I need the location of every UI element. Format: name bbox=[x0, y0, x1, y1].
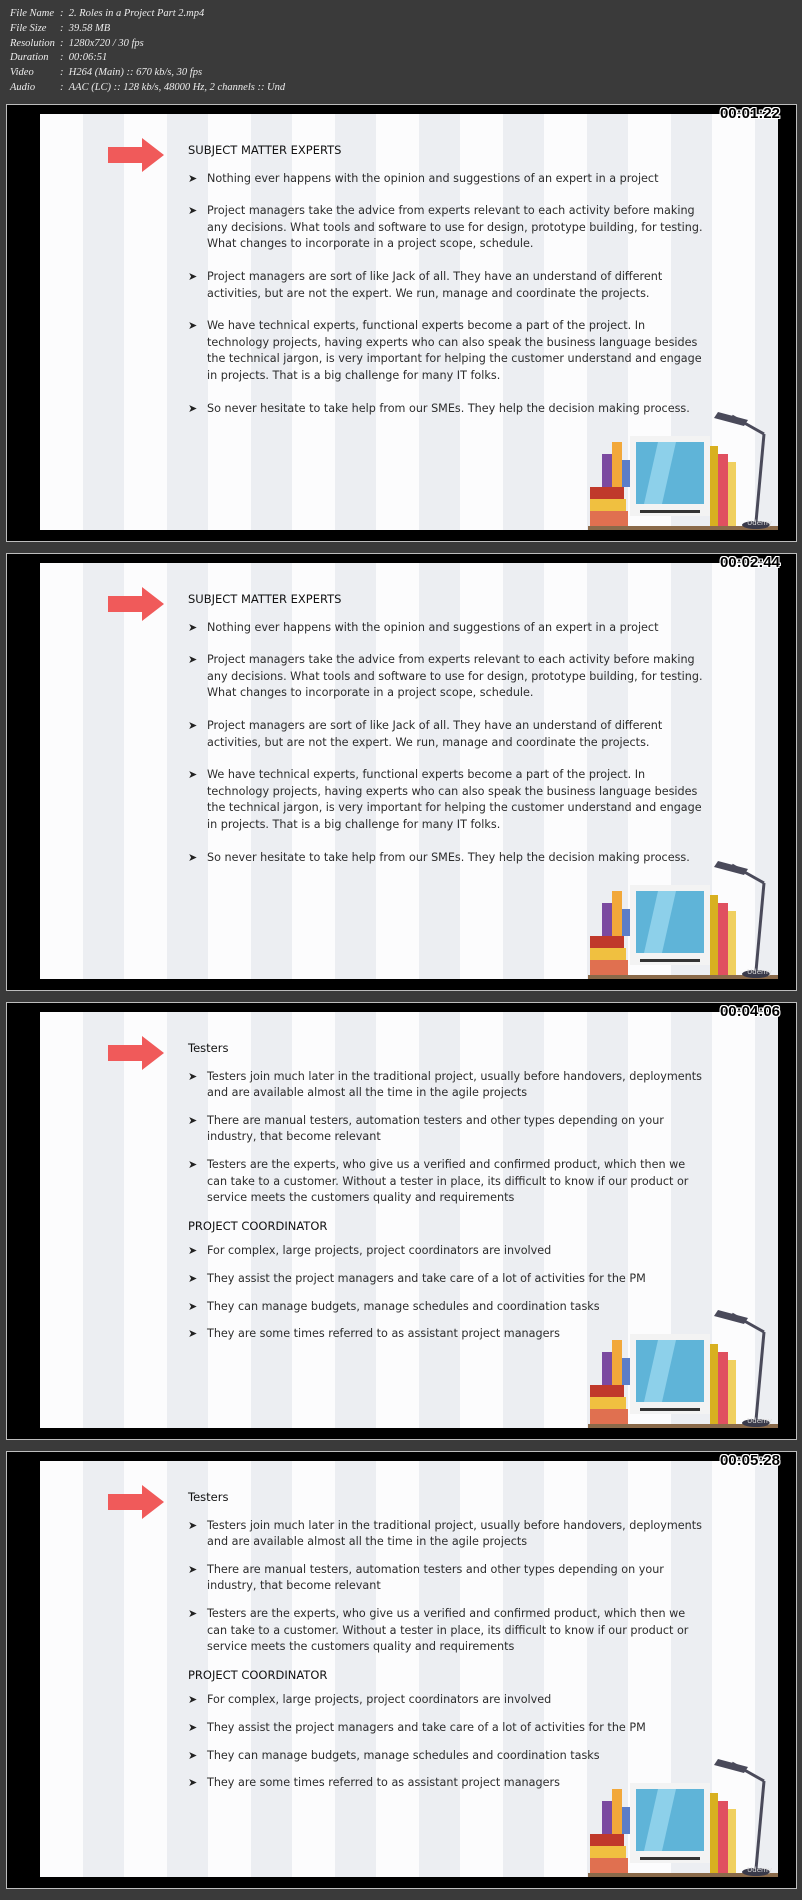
file-info-value: H264 (Main) :: 670 kb/s, 30 fps bbox=[68, 67, 203, 79]
bullet-text: They can manage budgets, manage schedules and coordination tasks bbox=[207, 1748, 600, 1762]
bullet-arrow-icon: ➤ bbox=[188, 1157, 198, 1171]
bullet-arrow-icon: ➤ bbox=[188, 1113, 198, 1127]
file-info-key: Resolution bbox=[10, 37, 55, 49]
file-info-row bbox=[10, 37, 285, 52]
bullet-item bbox=[188, 1518, 703, 1551]
bullet-arrow-icon: ➤ bbox=[188, 171, 198, 185]
bullet-arrow-icon: ➤ bbox=[188, 850, 198, 864]
slide bbox=[40, 1012, 778, 1428]
bullet-arrow-icon: ➤ bbox=[188, 1518, 198, 1532]
bullet-arrow-icon: ➤ bbox=[188, 1271, 198, 1285]
udemy-logo: Udemy bbox=[747, 1866, 772, 1874]
bullet-text: There are manual testers, automation testers and other types depending on your industry, that become relevant bbox=[207, 1113, 664, 1144]
red-arrow-icon bbox=[108, 138, 164, 172]
bullet-text: So never hesitate to take help from our SMEs. They help the decision making process. bbox=[207, 850, 690, 864]
bullet-item bbox=[188, 1562, 703, 1595]
timestamp: 00:02:44 bbox=[719, 554, 780, 571]
bullet-arrow-icon: ➤ bbox=[188, 401, 198, 415]
bullet-arrow-icon: ➤ bbox=[188, 1693, 198, 1707]
video-frame bbox=[6, 1002, 797, 1440]
bullet-text: Project managers take the advice from experts relevant to each activity before making any decisions. What tools and software to use for design, prototype building, for testing. What changes to incorporate in a project scope, schedule. bbox=[207, 204, 703, 251]
bullet-item bbox=[188, 652, 703, 702]
file-info-row bbox=[10, 22, 285, 37]
bullet-item bbox=[188, 718, 703, 751]
bullet-text: They are some times referred to as assistant project managers bbox=[207, 1776, 560, 1790]
file-info-row bbox=[10, 7, 285, 22]
bullet-text: For complex, large projects, project coordinators are involved bbox=[207, 1693, 552, 1707]
bullet-text: Testers join much later in the traditional project, usually before handovers, deployments and are available almost all the time in the agile projects bbox=[207, 1518, 702, 1549]
bullet-text: Project managers are sort of like Jack of all. They have an understand of different activities, but are not the expert. We run, manage and coordinate the projects. bbox=[207, 718, 663, 749]
file-info-key: File Name bbox=[10, 8, 55, 19]
file-info-key: Duration bbox=[10, 52, 49, 64]
bullet-arrow-icon: ➤ bbox=[188, 1748, 198, 1762]
file-info-value: 00:06:51 bbox=[68, 52, 108, 64]
slide-content bbox=[188, 142, 703, 433]
slide-title: Testers bbox=[188, 1490, 229, 1504]
udemy-logo: Udemy bbox=[747, 968, 772, 976]
file-info-separator: : bbox=[60, 8, 69, 19]
slide-content bbox=[188, 1489, 703, 1803]
bullet-text: Project managers take the advice from experts relevant to each activity before making any decisions. What tools and software to use for design, prototype building, for testing. What changes to incorporate in a project scope, schedule. bbox=[207, 653, 703, 700]
bullet-item bbox=[188, 620, 703, 637]
slide-title: SUBJECT MATTER EXPERTS bbox=[188, 143, 342, 157]
timestamp: 00:04:06 bbox=[719, 1003, 780, 1020]
slide-title: Testers bbox=[188, 1041, 229, 1055]
bullet-arrow-icon: ➤ bbox=[188, 620, 198, 634]
bullet-item bbox=[188, 1720, 703, 1737]
file-info-separator: : bbox=[60, 52, 69, 64]
bullet-arrow-icon: ➤ bbox=[188, 718, 198, 732]
udemy-logo: Udemy bbox=[747, 1417, 772, 1425]
file-info-panel bbox=[10, 7, 285, 96]
bullet-text: We have technical experts, functional experts become a part of the project. In technology projects, having experts who can also speak the business language besides the technical jargon, is very important for helping the customer understand and engage in projects. That is a big challenge for many IT folks. bbox=[207, 768, 702, 831]
bullet-arrow-icon: ➤ bbox=[188, 269, 198, 283]
slide bbox=[40, 563, 778, 979]
bullet-item bbox=[188, 1243, 703, 1260]
timestamp: 00:01:22 bbox=[719, 105, 780, 122]
bullet-text: There are manual testers, automation testers and other types depending on your industry, that become relevant bbox=[207, 1562, 664, 1593]
bullet-text: Project managers are sort of like Jack of all. They have an understand of different activities, but are not the expert. We run, manage and coordinate the projects. bbox=[207, 269, 663, 300]
books-lamp-illustration bbox=[588, 861, 778, 979]
slide-content bbox=[188, 591, 703, 882]
video-frame bbox=[6, 104, 797, 542]
books-lamp-illustration bbox=[588, 1310, 778, 1428]
bullet-arrow-icon: ➤ bbox=[188, 1327, 198, 1341]
bullet-text: They assist the project managers and take care of a lot of activities for the PM bbox=[207, 1720, 646, 1734]
bullet-item bbox=[188, 269, 703, 302]
video-frame bbox=[6, 1451, 797, 1889]
bullet-arrow-icon: ➤ bbox=[188, 1069, 198, 1083]
file-info-separator: : bbox=[60, 37, 69, 49]
file-info-separator: : bbox=[60, 67, 69, 79]
bullet-arrow-icon: ➤ bbox=[188, 319, 198, 333]
file-info-separator: : bbox=[60, 22, 69, 34]
file-info-row bbox=[10, 51, 285, 66]
bullet-arrow-icon: ➤ bbox=[188, 1562, 198, 1576]
bullet-text: They are some times referred to as assistant project managers bbox=[207, 1327, 560, 1341]
file-info-key: Audio bbox=[10, 81, 36, 93]
bullet-text: For complex, large projects, project coordinators are involved bbox=[207, 1244, 552, 1258]
file-info-separator: : bbox=[60, 81, 69, 93]
bullet-arrow-icon: ➤ bbox=[188, 1720, 198, 1734]
bullet-text: Testers join much later in the traditional project, usually before handovers, deployments and are available almost all the time in the agile projects bbox=[207, 1069, 702, 1100]
timestamp: 00:05:28 bbox=[719, 1452, 780, 1469]
bullet-arrow-icon: ➤ bbox=[188, 204, 198, 218]
bullet-arrow-icon: ➤ bbox=[188, 1244, 198, 1258]
red-arrow-icon bbox=[108, 1036, 164, 1070]
bullet-item bbox=[188, 1113, 703, 1146]
bullet-arrow-icon: ➤ bbox=[188, 1299, 198, 1313]
udemy-logo: Udemy bbox=[747, 519, 772, 527]
bullet-item bbox=[188, 171, 703, 188]
file-info-key: File Size bbox=[10, 22, 47, 34]
bullet-text: Testers are the experts, who give us a verified and confirmed product, which then we can take to a customer. Without a tester in place, its difficult to know if our product or service meets the customers quality and requirements bbox=[207, 1157, 689, 1205]
bullet-item bbox=[188, 767, 703, 833]
bullet-item bbox=[188, 203, 703, 253]
slide bbox=[40, 114, 778, 530]
file-info-value: 1280x720 / 30 fps bbox=[68, 37, 144, 49]
bullet-text: Nothing ever happens with the opinion and suggestions of an expert in a project bbox=[207, 171, 659, 185]
bullet-text: So never hesitate to take help from our SMEs. They help the decision making process. bbox=[207, 401, 690, 415]
bullet-item bbox=[188, 1157, 703, 1207]
bullet-text: Nothing ever happens with the opinion and suggestions of an expert in a project bbox=[207, 620, 659, 634]
slide-subheading: PROJECT COORDINATOR bbox=[188, 1218, 328, 1233]
file-info-key: Video bbox=[10, 67, 34, 79]
bullet-text: They can manage budgets, manage schedules and coordination tasks bbox=[207, 1299, 600, 1313]
video-frame bbox=[6, 553, 797, 991]
bullet-text: They assist the project managers and take care of a lot of activities for the PM bbox=[207, 1271, 646, 1285]
file-info-row bbox=[10, 81, 285, 96]
bullet-item bbox=[188, 1606, 703, 1656]
file-info-row bbox=[10, 66, 285, 81]
bullet-item bbox=[188, 1271, 703, 1288]
bullet-item bbox=[188, 1069, 703, 1102]
slide-subheading: PROJECT COORDINATOR bbox=[188, 1667, 328, 1682]
bullet-text: Testers are the experts, who give us a verified and confirmed product, which then we can take to a customer. Without a tester in place, its difficult to know if our product or service meets the customers quality and requirements bbox=[207, 1606, 689, 1654]
red-arrow-icon bbox=[108, 1485, 164, 1519]
books-lamp-illustration bbox=[588, 1759, 778, 1877]
file-info-value: AAC (LC) :: 128 kb/s, 48000 Hz, 2 channels :: Und bbox=[68, 81, 286, 93]
red-arrow-icon bbox=[108, 587, 164, 621]
slide-title: SUBJECT MATTER EXPERTS bbox=[188, 592, 342, 606]
file-info-value: 39.58 MB bbox=[68, 22, 111, 34]
slide-content bbox=[188, 1040, 703, 1354]
file-info-value: 2. Roles in a Project Part 2.mp4 bbox=[68, 8, 205, 19]
books-lamp-illustration bbox=[588, 412, 778, 530]
bullet-arrow-icon: ➤ bbox=[188, 653, 198, 667]
bullet-item bbox=[188, 1692, 703, 1709]
bullet-item bbox=[188, 318, 703, 384]
bullet-arrow-icon: ➤ bbox=[188, 1606, 198, 1620]
bullet-text: We have technical experts, functional experts become a part of the project. In technology projects, having experts who can also speak the business language besides the technical jargon, is very important for helping the customer understand and engage in projects. That is a big challenge for many IT folks. bbox=[207, 319, 702, 382]
slide bbox=[40, 1461, 778, 1877]
bullet-arrow-icon: ➤ bbox=[188, 1776, 198, 1790]
bullet-arrow-icon: ➤ bbox=[188, 768, 198, 782]
